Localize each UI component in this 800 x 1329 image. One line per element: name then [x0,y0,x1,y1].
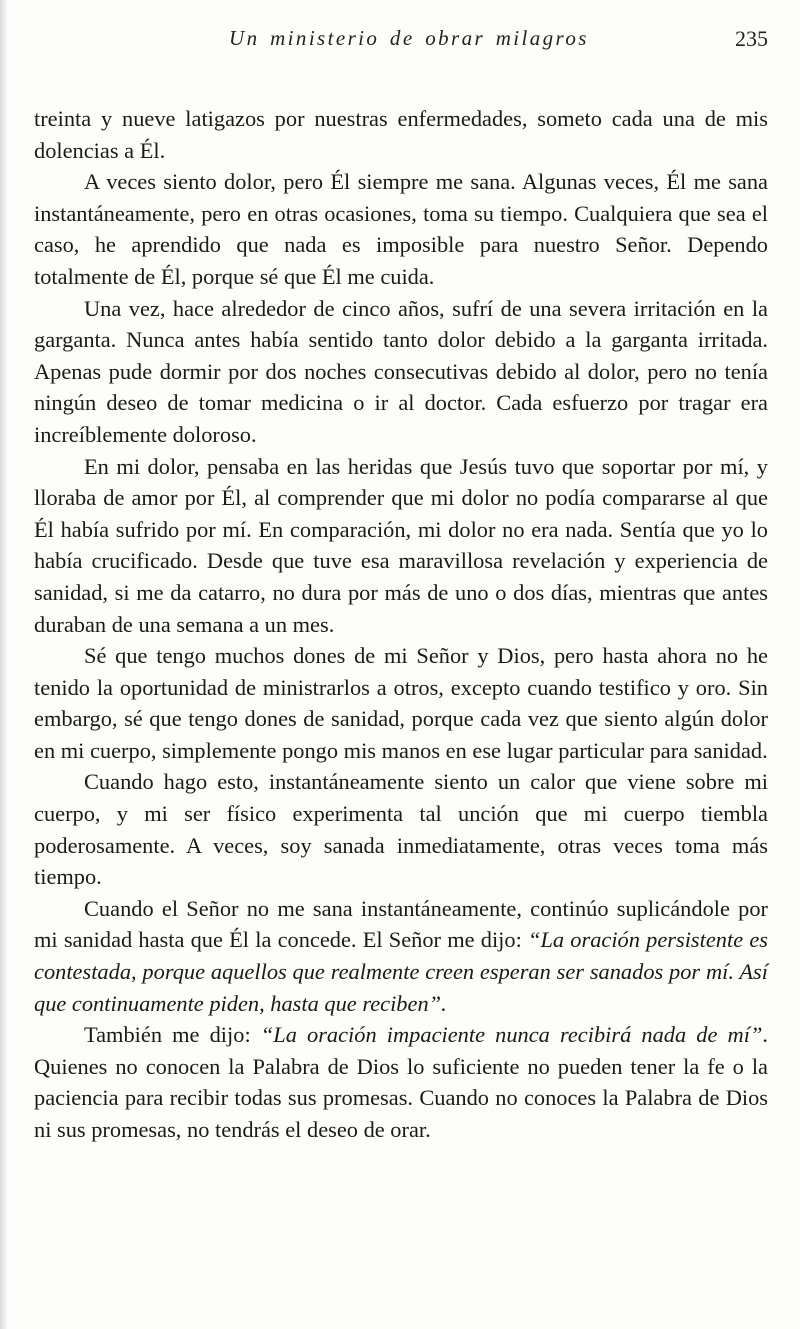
paragraph-2: A veces siento dolor, pero Él siempre me sana. Algunas veces, Él me sana instantáneamente, pero en otras ocasiones, toma su tiempo. Cualquiera que sea el caso, he aprendido que nada es imposible para nuestro Señor. Dependo totalmente de Él, porque sé que Él me cuida. [34,169,768,289]
running-head [34,26,768,56]
body-text [34,103,768,1146]
paragraph-3: Una vez, hace alrededor de cinco años, sufrí de una severa irritación en la garganta. Nunca antes había sentido tanto dolor debido a la garganta irritada. Apenas pude dormir por dos noches consecutivas debido al dolor, pero no tenía ningún deseo de tomar medicina o ir al doctor. Cada esfuerzo por tragar era increíblemente doloroso. [34,295,768,447]
paragraph-4: En mi dolor, pensaba en las heridas que Jesús tuvo que soportar por mí, y lloraba de amor por Él, al comprender que mi dolor no podía compararse al que Él había sufrido por mí. En comparación, mi dolor no era nada. Sentía que yo lo había crucificado. Desde que tuve esa maravillosa revelación y experiencia de sanidad, si me da catarro, no dura por más de uno o dos días, mientras que antes duraban de una semana a un mes. [34,453,768,637]
paragraph-8-quote: “La oración impaciente nunca recibirá nada de mí” [260,1022,763,1048]
paragraph-7-text: Cuando el Señor no me sana instantáneamente, continúo suplicándole por mi sanidad hasta que Él la concede. El Señor me dijo: [34,895,768,953]
page-gutter-shadow [0,0,8,1329]
page-number: 235 [735,26,768,51]
paragraph-7-quote: “La oración persistente es contestada, porque aquellos que realmente creen esperan ser sanados por mí. Así que continuamente piden, hasta que reciben”. [34,927,768,1016]
paragraph-1: treinta y nueve latigazos por nuestras enfermedades, someto cada una de mis dolencias a Él. [34,106,768,163]
running-title: Un ministerio de obrar milagros [229,26,589,50]
paragraph-8-text-before: También me dijo: [84,1022,261,1048]
paragraph-6: Cuando hago esto, instantáneamente siento un calor que viene sobre mi cuerpo, y mi ser físico experimenta tal unción que mi cuerpo tiembla poderosamente. A veces, soy sanada inmediatamente, otras veces toma más tiempo. [34,769,768,890]
paragraph-7 [34,893,768,1019]
paragraph-8-text-after: . Quienes no conocen la Palabra de Dios lo suficiente no pueden tener la fe o la paciencia para recibir todas sus promesas. Cuando no conoces la Palabra de Dios ni sus promesas, no tendrás el deseo de orar. [34,1022,769,1142]
paragraph-5: Sé que tengo muchos dones de mi Señor y Dios, pero hasta ahora no he tenido la oportunidad de ministrarlos a otros, excepto cuando testifico y oro. Sin embargo, sé que tengo dones de sanidad, porque cada vez que siento algún dolor en mi cuerpo, simplemente pongo mis manos en ese lugar particular para sanidad. [34,643,768,763]
paragraph-8 [34,1019,768,1145]
